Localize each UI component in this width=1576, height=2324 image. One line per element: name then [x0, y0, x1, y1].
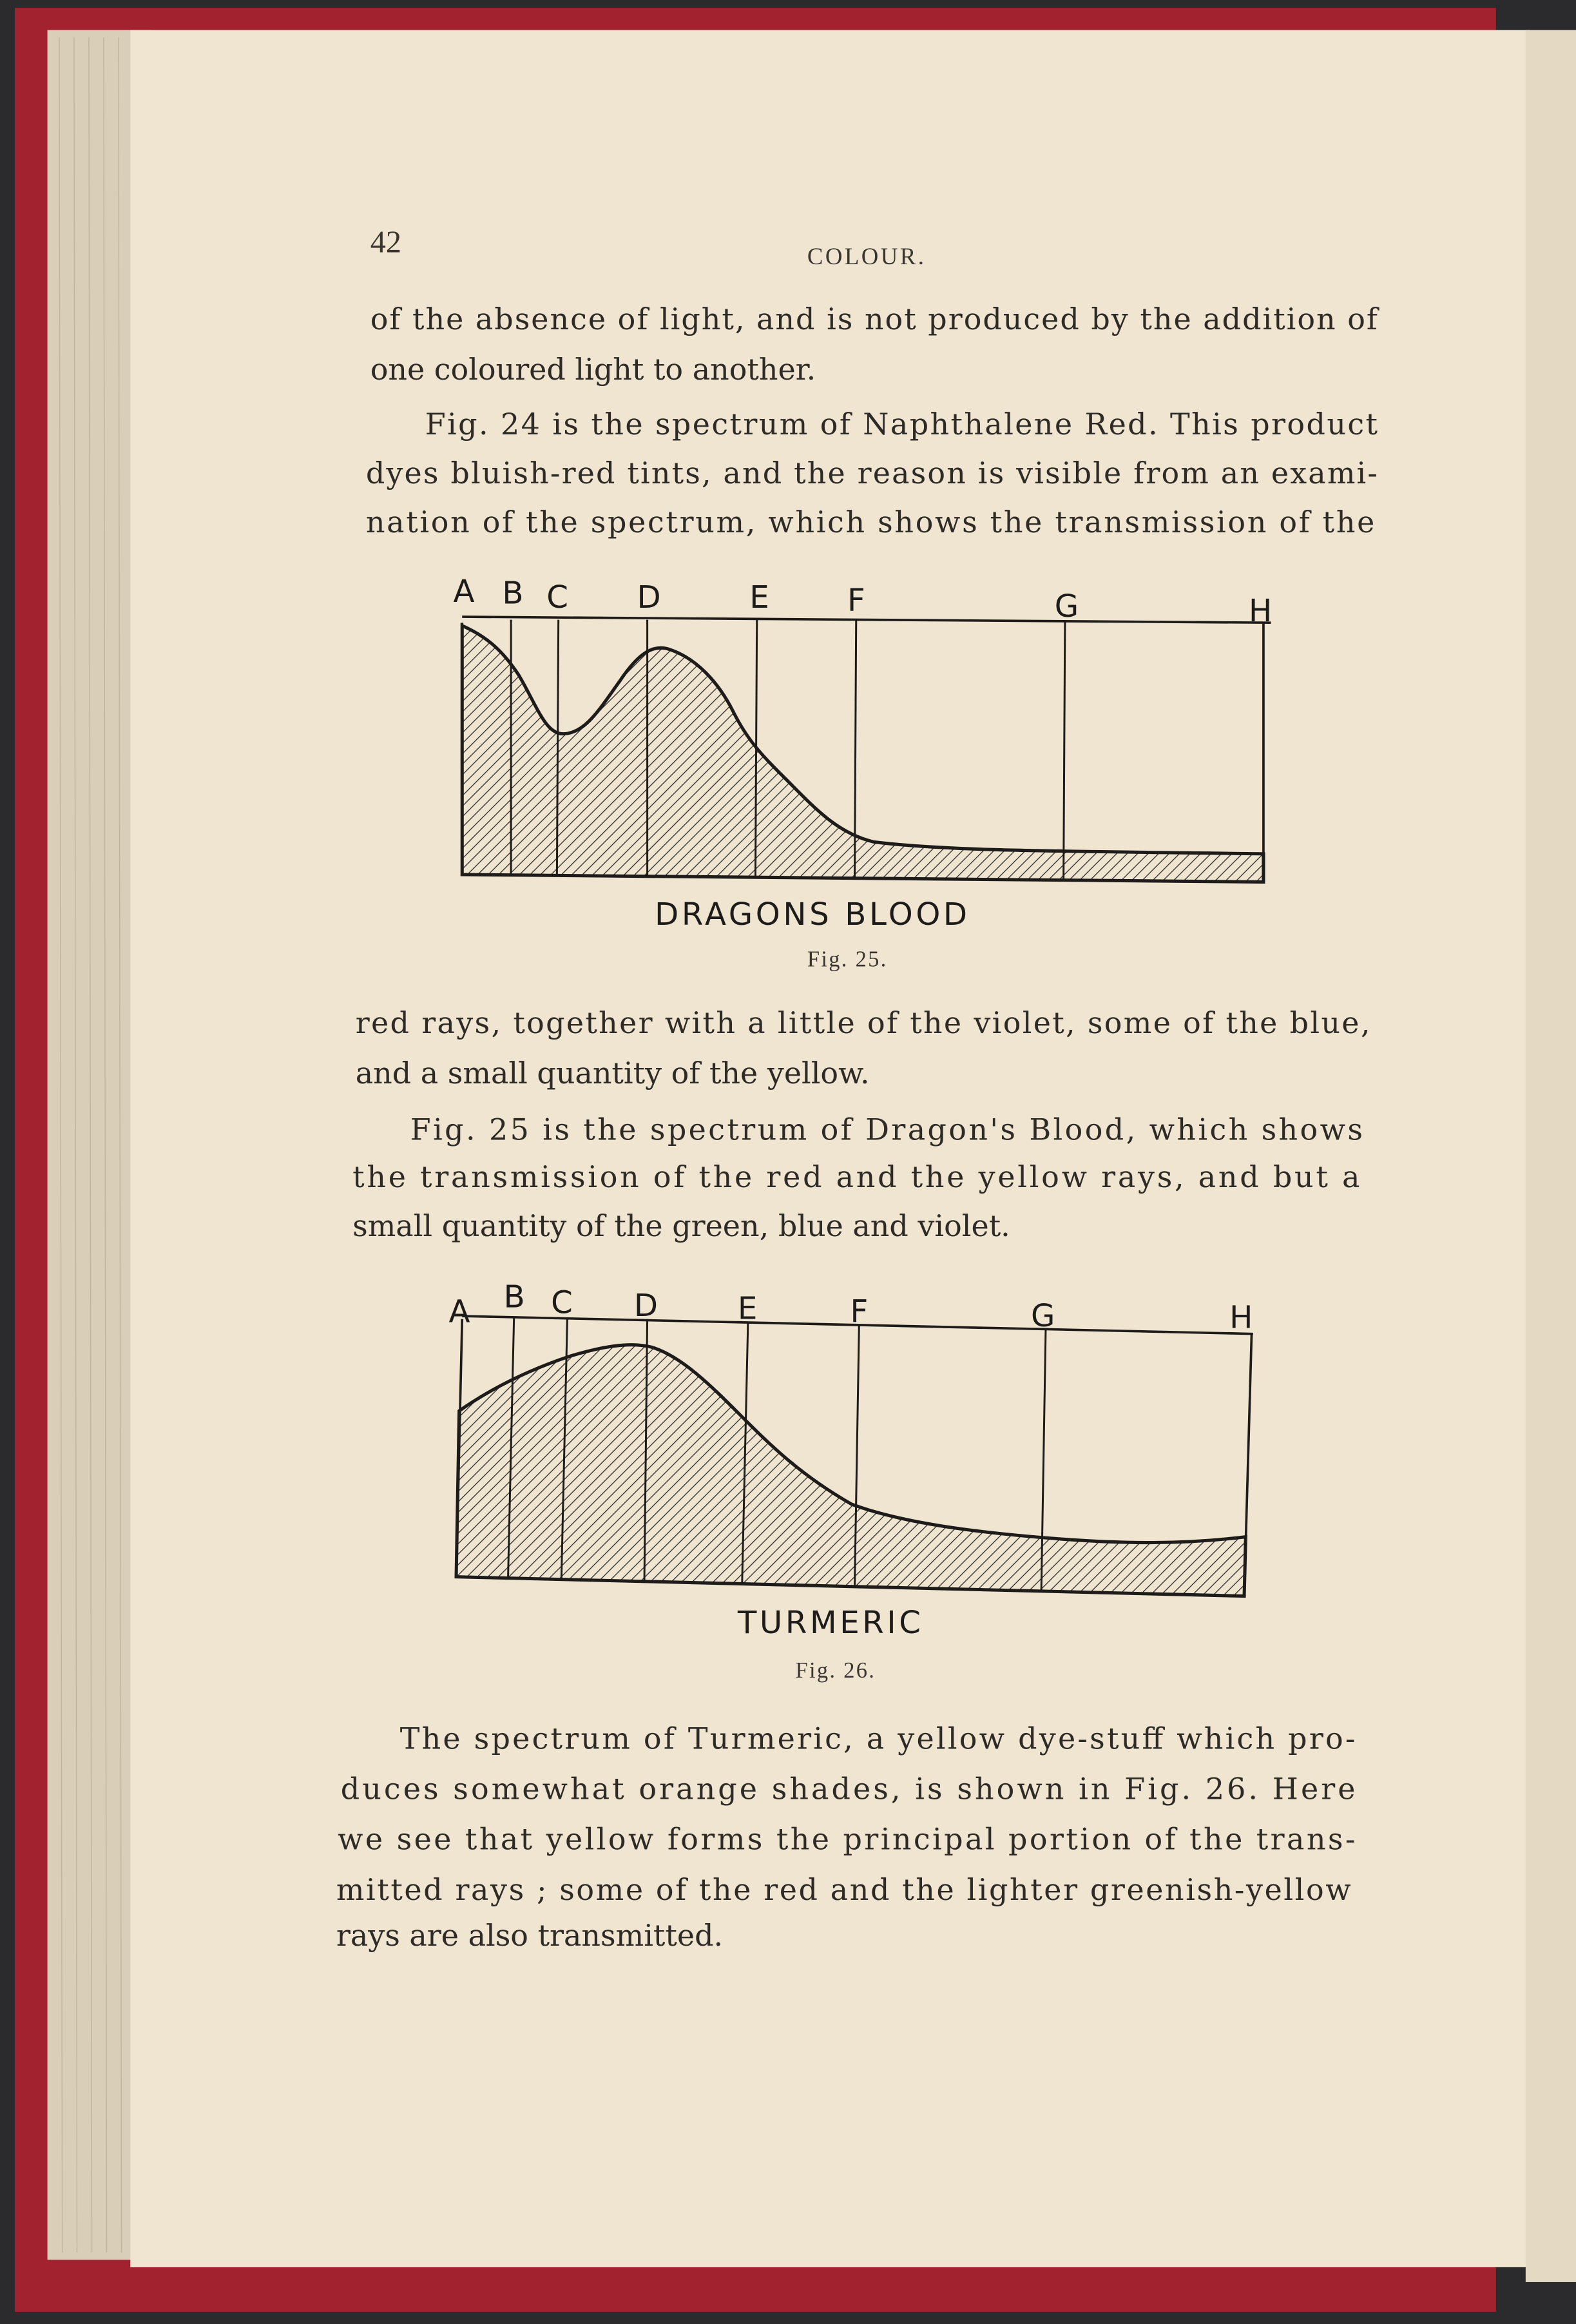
- text-line: duces somewhat orange shades, is shown in Fig. 26. Here: [340, 1771, 1356, 1806]
- text-line: of the absence of light, and is not produced by the addition of: [370, 302, 1378, 337]
- line-label-f: F: [847, 582, 865, 619]
- line-label-h: H: [1229, 1299, 1253, 1336]
- figure-caption: Fig. 25.: [807, 947, 888, 972]
- running-head: COLOUR.: [807, 242, 927, 269]
- line-label-e: E: [737, 1290, 758, 1327]
- next-page-edge: [1526, 30, 1576, 2282]
- text-line: red rays, together with a little of the violet, some of the blue,: [355, 1005, 1370, 1040]
- line-label-c: C: [546, 579, 568, 616]
- line-label-d: D: [637, 579, 661, 616]
- text-line: rays are also transmitted.: [336, 1918, 724, 1953]
- text-line: one coloured light to another.: [370, 352, 816, 387]
- text-line: we see that yellow forms the principal portion of the trans-: [338, 1821, 1356, 1857]
- text-line: mitted rays ; some of the red and the lighter greenish-yellow: [336, 1872, 1351, 1907]
- line-label-b: B: [503, 1279, 525, 1315]
- line-label-a: A: [448, 1293, 470, 1330]
- text-line: Fig. 24 is the spectrum of Naphthalene Red. This product: [425, 407, 1378, 442]
- text-line: dyes bluish-red tints, and the reason is visible from an exami-: [365, 456, 1378, 491]
- line-label-h: H: [1248, 592, 1273, 629]
- text-line: the transmission of the red and the yellow rays, and but a: [352, 1159, 1360, 1195]
- text-line: nation of the spectrum, which shows the transmission of the: [365, 504, 1375, 539]
- line-label-e: E: [749, 579, 769, 616]
- line-label-c: C: [551, 1284, 573, 1321]
- text-line: small quantity of the green, blue and violet.: [352, 1208, 1010, 1243]
- line-label-a: A: [453, 574, 475, 610]
- text-line: The spectrum of Turmeric, a yellow dye-stuff which pro-: [399, 1721, 1356, 1756]
- line-label-g: G: [1031, 1298, 1055, 1335]
- page-number: 42: [370, 225, 401, 260]
- figure-caption: Fig. 26.: [795, 1658, 876, 1683]
- line-label-b: B: [502, 575, 524, 612]
- line-label-g: G: [1054, 588, 1079, 625]
- text-line: and a small quantity of the yellow.: [355, 1056, 870, 1091]
- text-line: Fig. 25 is the spectrum of Dragon's Blood, which shows: [410, 1112, 1363, 1147]
- figure-title: TURMERIC: [737, 1605, 924, 1641]
- line-label-f: F: [850, 1293, 869, 1330]
- figure-title: DRAGONS BLOOD: [655, 896, 970, 933]
- line-label-d: D: [633, 1288, 658, 1324]
